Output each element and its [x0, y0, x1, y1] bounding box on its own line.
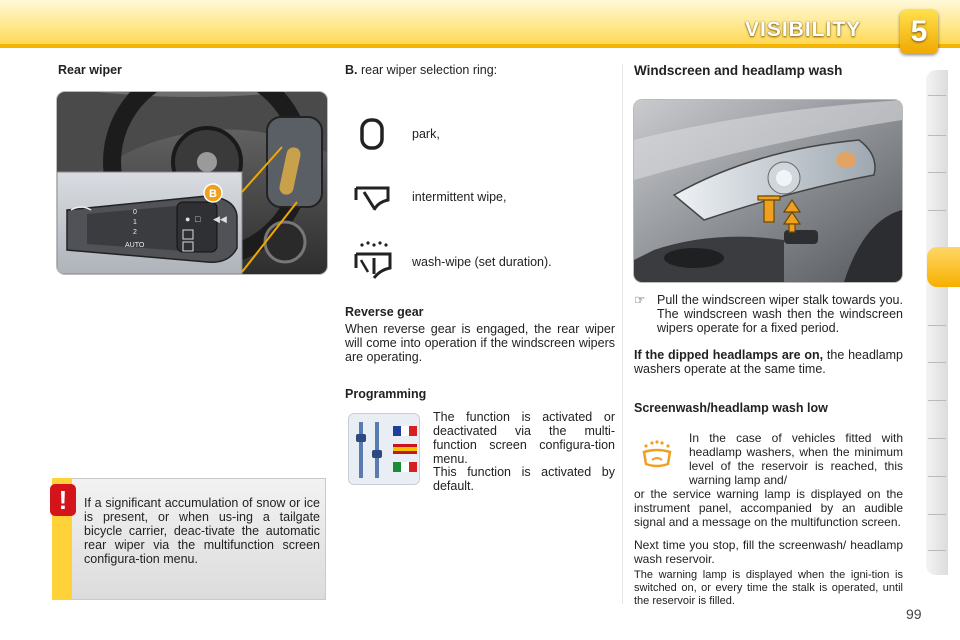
programming-text-1: The function is activated or deactivated via the multi-function screen configura-tion menu.: [433, 410, 615, 466]
ring-intro: [345, 63, 497, 77]
side-tab-divider: [928, 172, 946, 173]
intermittent-wipe-icon: [352, 180, 392, 219]
screenwash-heading: Screenwash/headlamp wash low: [634, 401, 828, 415]
chapter-side-tabs: [926, 70, 948, 575]
refill-instruction: Next time you stop, fill the screenwash/ headlamp wash reservoir.: [634, 538, 903, 566]
reverse-gear-heading: Reverse gear: [345, 305, 424, 319]
side-tab-active-chapter: [927, 247, 960, 287]
warning-lamp-note: The warning lamp is displayed when the igni-tion is switched on, or every time the stalk is operated, until the reservoir is filled.: [634, 569, 903, 607]
windscreen-heading: Windscreen and headlamp wash: [634, 63, 843, 78]
pull-stalk-instruction: Pull the windscreen wiper stalk towards you. The windscreen wash then the windscreen wipers operate for a fixed period.: [657, 293, 903, 335]
screenwash-text-indented: In the case of vehicles fitted with headlamp washers, when the minimum level of the reservoir is reached, this warning lamp and/: [689, 431, 903, 487]
ring-intro-text: rear wiper selection ring:: [360, 63, 498, 77]
headlamp-illustration: [634, 100, 902, 282]
dipped-headlamps-bold: If the dipped headlamps are on,: [634, 348, 824, 362]
svg-text:0: 0: [133, 209, 137, 216]
dipped-headlamps-note: [634, 348, 903, 376]
side-tab-divider: [928, 476, 946, 477]
page-number: 99: [906, 606, 922, 622]
svg-text:2: 2: [133, 229, 137, 236]
steering-column-illustration: [57, 92, 327, 274]
dipped-headlamps-rest: the headlamp washers operate at the same time.: [634, 348, 904, 376]
park-icon: [358, 116, 386, 157]
ring-intro-letter: B.: [345, 63, 358, 77]
column-divider: [622, 64, 623, 604]
screenwash-low-warning-icon: [640, 438, 674, 477]
svg-text:1: 1: [133, 219, 137, 226]
stalk-auto-label: AUTO: [125, 242, 145, 249]
wash-wipe-icon: [352, 240, 394, 287]
headlamp-washer-photo: [634, 100, 902, 282]
ring-item-park: park,: [412, 127, 440, 141]
svg-text:●: ●: [185, 214, 191, 224]
exclamation-icon: !: [50, 484, 76, 516]
chapter-badge: 5: [900, 10, 938, 54]
warning-note-text: If a significant accumulation of snow or ice is present, or when us-ing a tailgate bicycle carrier, deac-tivate the automatic rear wiper via the multifunction screen configura-tion menu.: [84, 496, 320, 566]
side-tab-divider: [928, 95, 946, 96]
side-tab-divider: [928, 362, 946, 363]
side-tab-divider: [928, 514, 946, 515]
svg-text:□: □: [195, 214, 201, 224]
bullet-symbol: ☞: [634, 293, 646, 307]
side-tab-divider: [928, 400, 946, 401]
svg-text:◀◀: ◀◀: [213, 214, 227, 224]
ring-item-intermittent: intermittent wipe,: [412, 190, 507, 204]
rear-wiper-stalk-photo: [57, 92, 327, 274]
callout-b-letter: B: [209, 188, 217, 200]
ring-item-wash-wipe: wash-wipe (set duration).: [412, 255, 552, 269]
configuration-menu-icon: [348, 413, 420, 485]
rear-wiper-heading: Rear wiper: [58, 63, 122, 77]
side-tab-divider: [928, 438, 946, 439]
side-tab-divider: [928, 135, 946, 136]
header-rule: [0, 44, 960, 48]
programming-heading: Programming: [345, 387, 427, 401]
side-tab-divider: [928, 550, 946, 551]
side-tab-divider: [928, 210, 946, 211]
programming-text-2: This function is activated by default.: [433, 465, 615, 493]
side-tab-divider: [928, 325, 946, 326]
screenwash-text-full: or the service warning lamp is displayed on the instrument panel, accompanied by an audible signal and a message on the multifunction screen.: [634, 487, 903, 529]
section-title: VISIBILITY: [745, 18, 862, 41]
reverse-gear-text: When reverse gear is engaged, the rear wiper will come into operation if the windscreen wipers are operating.: [345, 322, 615, 364]
